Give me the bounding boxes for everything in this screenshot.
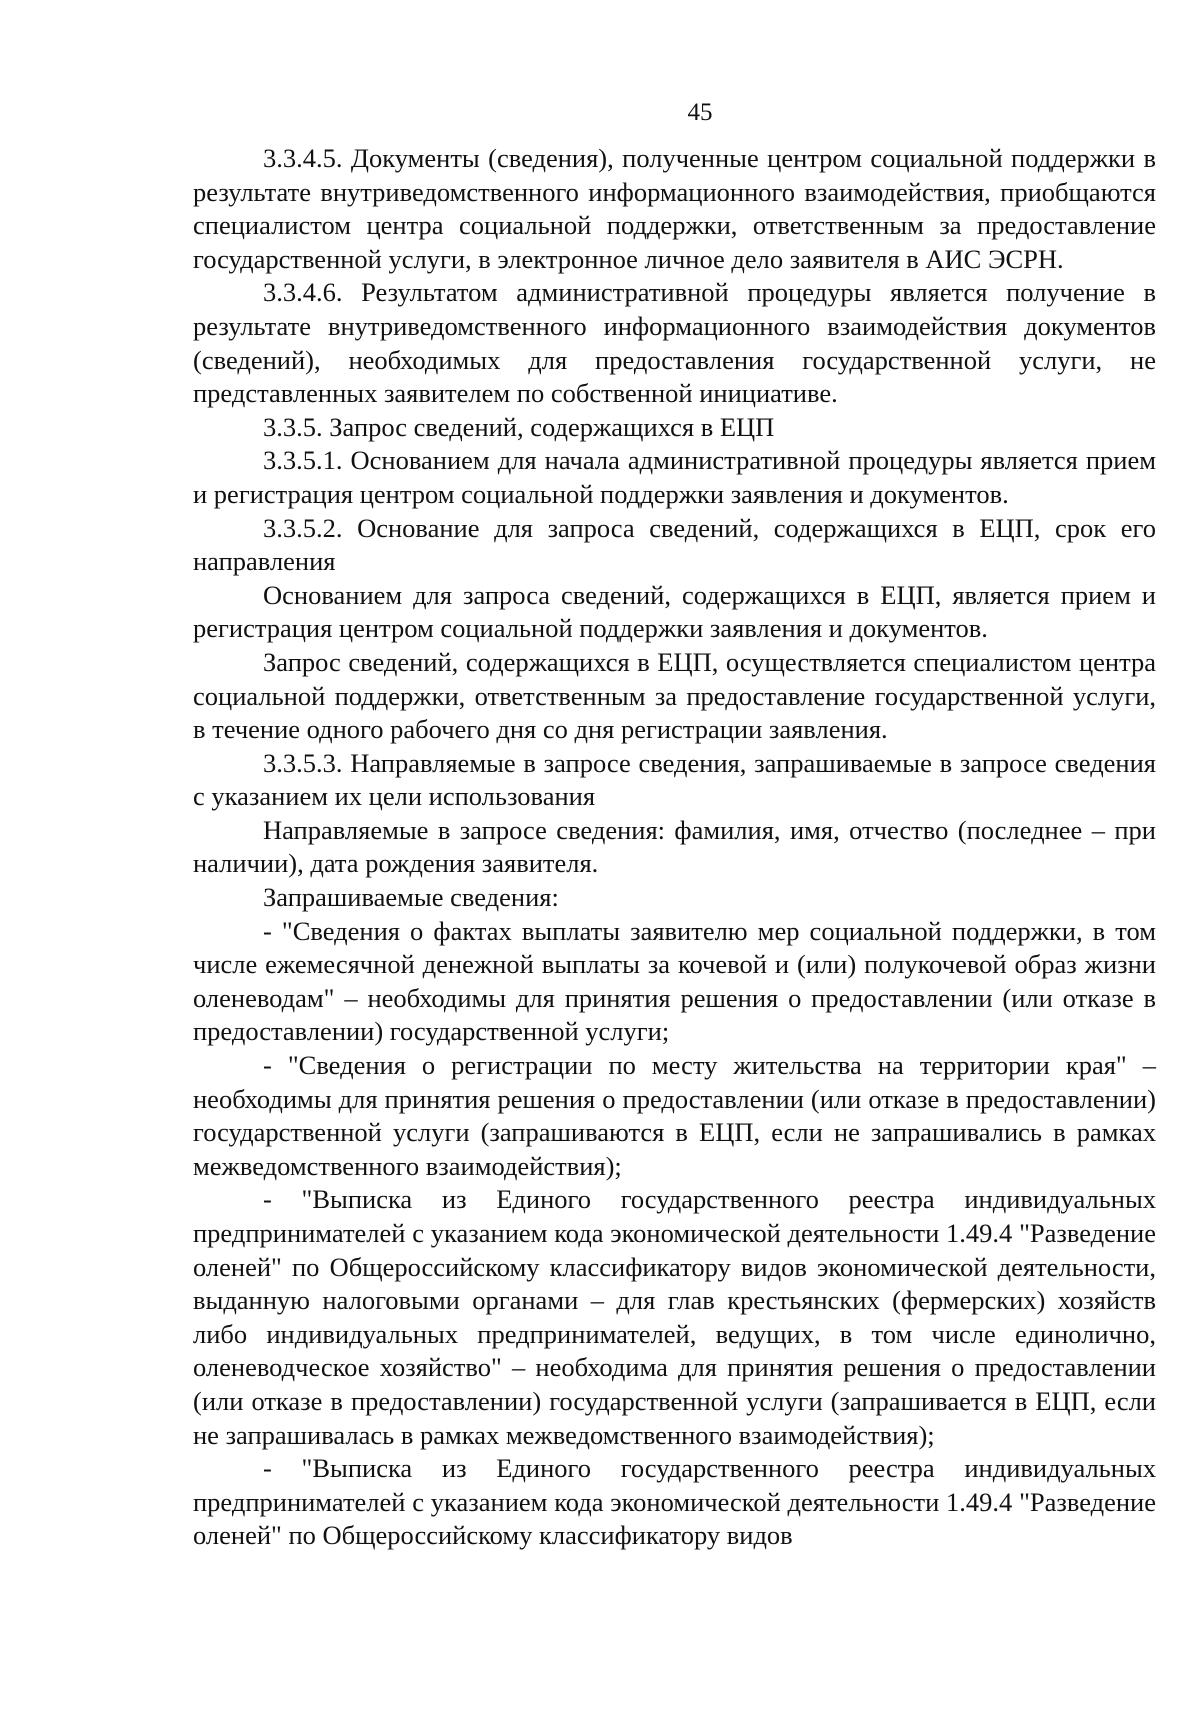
section-heading-3-3-5: 3.3.5. Запрос сведений, содержащихся в ЕЦП [263,411,775,442]
paragraph-3-3-5-1: 3.3.5.1. Основанием для начала административной процедуры является прием и регистрация центром социальной поддержки заявления и документов. [193,445,1156,509]
paragraph-requested-data-heading: Запрашиваемые сведения: [263,882,559,913]
list-item-egrip-extract-1: - "Выписка из Единого государственного реестра индивидуальных предпринимателей с указанием кода экономической деятельности 1.49.4 "Разведение оленей" по Общероссийскому классификатору видов экономической деятельности, выданную налоговыми органами – для глав крестьянских (фермерских) хозяйств либо индивидуальных предпринимателей, ведущих, в том числе единолично, оленеводческое хозяйство" – необходима для принятия решения о предоставлении (или отказе в предоставлении) государственной услуги (запрашивается в ЕЦП, если не запрашивалась в рамках межведомственного взаимодействия); [193,1184,1156,1450]
paragraph-request-timing: Запрос сведений, содержащихся в ЕЦП, осуществляется специалистом центра социальной поддержки, ответственным за предоставление государственной услуги, в течение одного рабочего дня со дня регистрации заявления. [193,646,1156,745]
page-number: 45 [687,99,713,126]
list-item-payments-info: - "Сведения о фактах выплаты заявителю мер социальной поддержки, в том числе ежемесячной денежной выплаты за кочевой и (или) полукочевой образ жизни оленеводам" – необходимы для принятия решения о предоставлении (или отказе в предоставлении) государственной услуги; [193,915,1156,1047]
paragraph-3-3-4-5: 3.3.4.5. Документы (сведения), полученные центром социальной поддержки в результате внутриведомственного информационного взаимодействия, приобщаются специалистом центра социальной поддержки, ответственным за предоставление государственной услуги, в электронное личное дело заявителя в АИС ЭСРН. [193,143,1156,274]
paragraph-sent-data: Направляемые в запросе сведения: фамилия, имя, отчество (последнее – при наличии), дата рождения заявителя. [193,814,1156,879]
document-body [193,142,1156,1553]
paragraph-3-3-5-3: 3.3.5.3. Направляемые в запросе сведения, запрашиваемые в запросе сведения с указанием их цели использования [193,747,1156,812]
list-item-egrip-extract-2: - "Выписка из Единого государственного реестра индивидуальных предпринимателей с указанием кода экономической деятельности 1.49.4 "Разведение оленей" по Общероссийскому классификатору видов [193,1453,1156,1551]
paragraph-3-3-4-6: 3.3.4.6. Результатом административной процедуры является получение в результате внутриведомственного информационного взаимодействия документов (сведений), необходимых для предоставления государственной услуги, не представленных заявителем по собственной инициативе. [193,277,1156,409]
paragraph-basis-for-request: Основанием для запроса сведений, содержащихся в ЕЦП, является прием и регистрация центром социальной поддержки заявления и документов. [193,579,1156,644]
paragraph-3-3-5-2: 3.3.5.2. Основание для запроса сведений, содержащихся в ЕЦП, срок его направления [193,512,1156,577]
list-item-registration-info: - "Сведения о регистрации по месту жительства на территории края" – необходимы для принятия решения о предоставлении (или отказе в предоставлении) государственной услуги (запрашиваются в ЕЦП, если не запрашивались в рамках межведомственного взаимодействия); [193,1050,1156,1181]
